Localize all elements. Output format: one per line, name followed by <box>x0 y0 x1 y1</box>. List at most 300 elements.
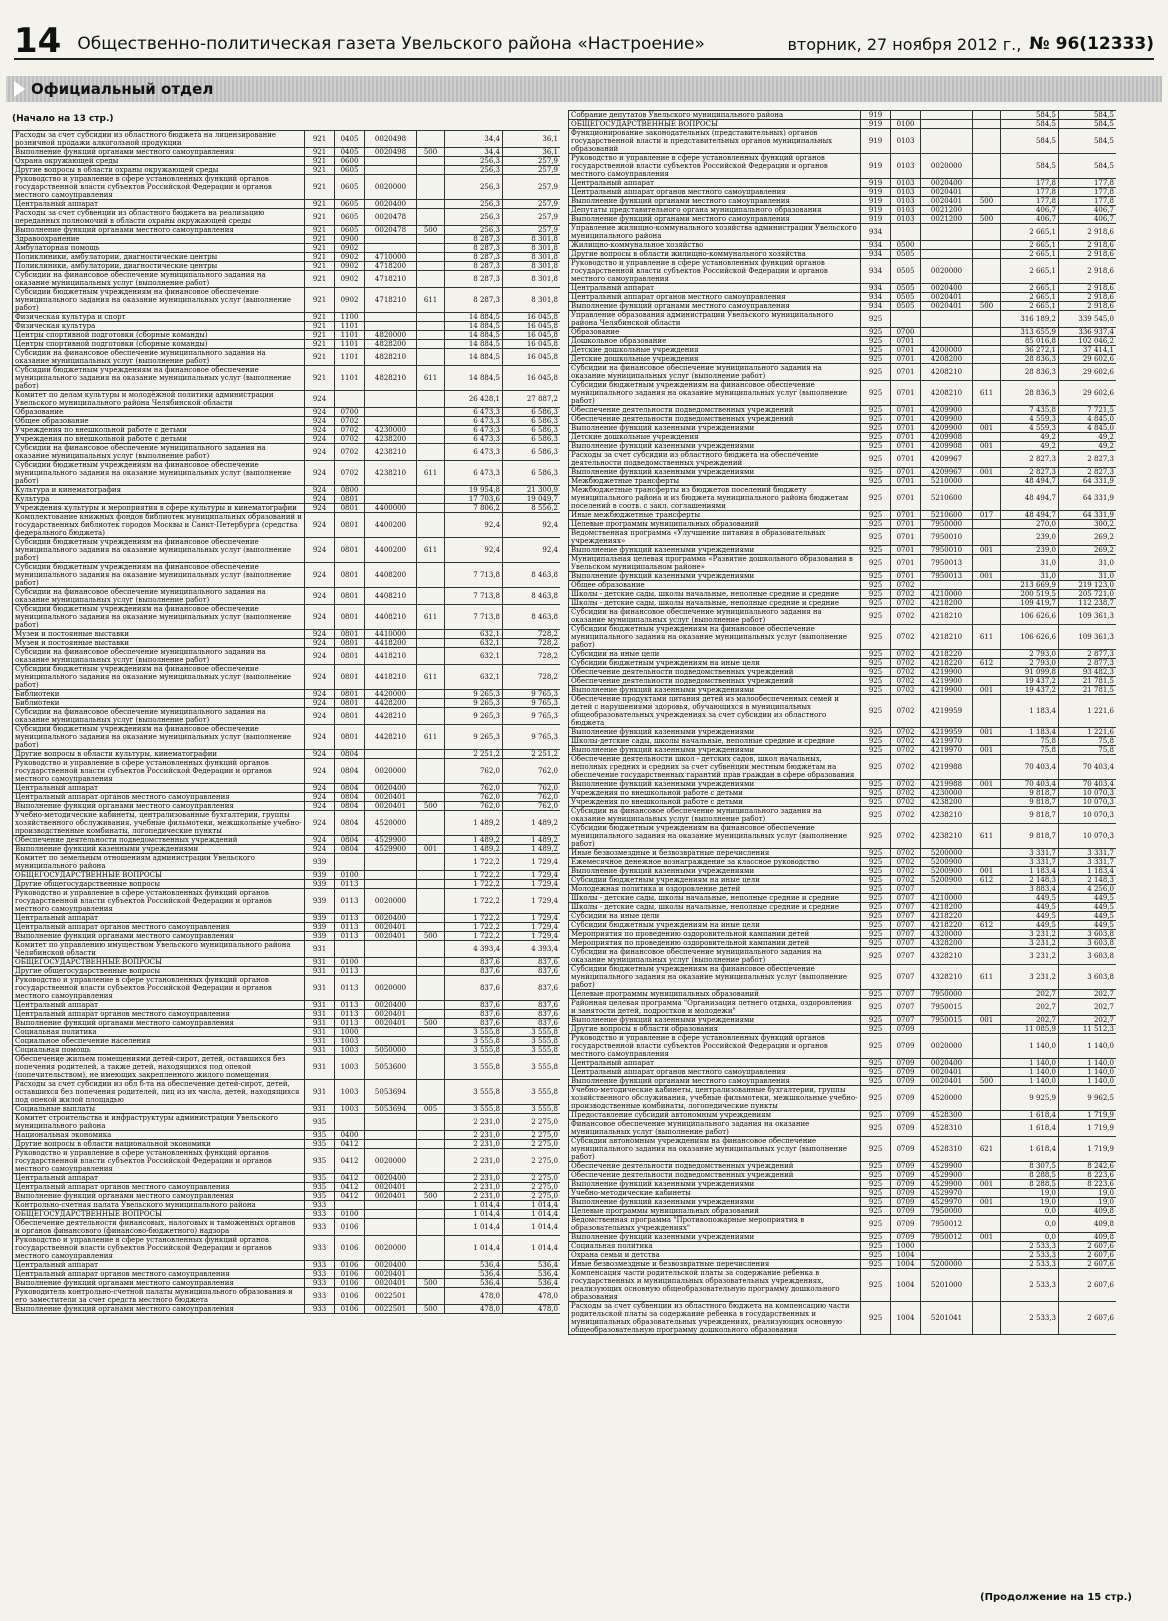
dept-code: 919 <box>861 179 891 188</box>
expense-type <box>973 188 1001 197</box>
amount-2014: 11 512,3 <box>1059 1025 1117 1034</box>
expense-type: 500 <box>417 1192 445 1201</box>
amount-2014: 10 070,3 <box>1059 824 1117 849</box>
expense-type <box>973 798 1001 807</box>
amount-2013: 632,1 <box>445 665 503 690</box>
amount-2014: 19 049,7 <box>503 495 561 504</box>
target-article: 4218210 <box>921 608 973 625</box>
table-row <box>13 1055 561 1080</box>
row-name: Учебно-методические кабинеты <box>569 1189 861 1198</box>
amount-2014: 16 045,8 <box>503 331 561 340</box>
section-code: 0707 <box>891 912 921 921</box>
target-article: 4529900 <box>365 836 417 845</box>
amount-2014: 49,2 <box>1059 433 1117 442</box>
section-code: 1003 <box>335 1046 365 1055</box>
row-name: Физическая культура <box>13 322 305 331</box>
amount-2014: 1 729,4 <box>503 871 561 880</box>
amount-2013: 92,4 <box>445 538 503 563</box>
dept-code: 925 <box>861 755 891 780</box>
amount-2013: 2 533,3 <box>1001 1260 1059 1269</box>
dept-code: 939 <box>305 871 335 880</box>
amount-2013: 36 272,1 <box>1001 346 1059 355</box>
row-name: Другие вопросы в области охраны окружающей среды <box>13 166 305 175</box>
amount-2013: 270,0 <box>1001 520 1059 529</box>
amount-2013: 632,1 <box>445 630 503 639</box>
amount-2013: 632,1 <box>445 648 503 665</box>
dept-code: 925 <box>861 824 891 849</box>
target-article: 4238210 <box>365 444 417 461</box>
amount-2014: 339 545,0 <box>1059 311 1117 328</box>
amount-2013: 584,5 <box>1001 154 1059 179</box>
expense-type <box>417 426 445 435</box>
section-code: 0801 <box>335 665 365 690</box>
expense-type <box>417 1183 445 1192</box>
dept-code: 925 <box>861 477 891 486</box>
target-article: 4820000 <box>365 331 417 340</box>
section-code: 0709 <box>891 1198 921 1207</box>
table-row <box>13 958 561 967</box>
target-article: 4200000 <box>921 346 973 355</box>
row-name: Руководство и управление в сфере установленных функций органов государственной власти субъектов Российской Федерации и органов местного самоуправления <box>13 889 305 914</box>
amount-2014: 93 482,3 <box>1059 668 1117 677</box>
amount-2014: 837,6 <box>503 958 561 967</box>
table-row <box>569 590 1117 599</box>
dept-code: 925 <box>861 346 891 355</box>
section-code: 0709 <box>891 1207 921 1216</box>
table-row <box>569 885 1117 894</box>
dept-code: 933 <box>305 1201 335 1210</box>
dept-code: 919 <box>861 197 891 206</box>
amount-2014: 4 256,0 <box>1059 885 1117 894</box>
amount-2013: 1 489,2 <box>445 836 503 845</box>
section-code: 0701 <box>891 355 921 364</box>
section-code: 0709 <box>891 1086 921 1111</box>
section-code: 0701 <box>891 529 921 546</box>
target-article: 0020401 <box>921 197 973 206</box>
expense-type <box>417 958 445 967</box>
row-name: Учебно-методические кабинеты, централизованные бухгалтерии, группы хозяйственного обслуживания, учебные фильмотеки, межшкольные учебно-производственные комбинаты, логопедические пункты <box>569 1086 861 1111</box>
dept-code: 931 <box>305 958 335 967</box>
amount-2014: 2 148,3 <box>1059 876 1117 885</box>
table-row <box>13 1010 561 1019</box>
section-code: 0106 <box>335 1279 365 1288</box>
target-article: 4418210 <box>365 648 417 665</box>
target-article <box>365 967 417 976</box>
section-code: 0800 <box>335 486 365 495</box>
amount-2014: 36,1 <box>503 148 561 157</box>
amount-2013: 1 140,0 <box>1001 1068 1059 1077</box>
target-article: 0020400 <box>921 284 973 293</box>
amount-2014: 177,8 <box>1059 197 1117 206</box>
section-code: 0702 <box>891 858 921 867</box>
row-name: Амбулаторная помощь <box>13 244 305 253</box>
expense-type <box>973 555 1001 572</box>
dept-code: 924 <box>305 750 335 759</box>
amount-2014: 6 586,3 <box>503 461 561 486</box>
target-article: 4428200 <box>365 699 417 708</box>
budget-table-left <box>12 130 560 1314</box>
target-article <box>921 250 973 259</box>
expense-type <box>973 1302 1001 1335</box>
amount-2013: 19 437,2 <box>1001 677 1059 686</box>
table-row <box>13 1279 561 1288</box>
target-article <box>365 244 417 253</box>
expense-type <box>417 1149 445 1174</box>
target-article: 0020401 <box>365 1183 417 1192</box>
expense-type: 500 <box>417 1019 445 1028</box>
section-code: 0605 <box>335 166 365 175</box>
section-header <box>6 76 1162 102</box>
amount-2014: 9 765,3 <box>503 725 561 750</box>
amount-2013: 256,3 <box>445 226 503 235</box>
dept-code: 924 <box>305 444 335 461</box>
row-name: Субсидии на финансовое обеспечение муниципального задания на оказание муниципальных услуг (выполнение работ) <box>13 271 305 288</box>
amount-2014: 837,6 <box>503 967 561 976</box>
row-name: Учреждения культуры и мероприятия в сфере культуры и кинематографии <box>13 504 305 513</box>
amount-2014: 300,2 <box>1059 520 1117 529</box>
dept-code: 925 <box>861 1251 891 1260</box>
dept-code: 925 <box>861 876 891 885</box>
expense-type <box>417 349 445 366</box>
target-article: 7950013 <box>921 572 973 581</box>
section-code: 0804 <box>335 845 365 854</box>
section-code: 0902 <box>335 288 365 313</box>
amount-2014: 3 603,8 <box>1059 939 1117 948</box>
table-row <box>13 665 561 690</box>
target-article <box>921 224 973 241</box>
target-article: 5200000 <box>921 1260 973 1269</box>
section-code: 0605 <box>335 175 365 200</box>
section-code: 0701 <box>891 337 921 346</box>
row-name: Субсидии бюджетным учреждениям на финансовое обеспечение муниципального задания на оказание муниципальных услуг (выполнение работ) <box>13 461 305 486</box>
section-code: 0702 <box>335 461 365 486</box>
row-name: Субсидии на иные цели <box>569 650 861 659</box>
expense-type: 001 <box>973 746 1001 755</box>
section-code: 0412 <box>335 1149 365 1174</box>
expense-type <box>973 939 1001 948</box>
table-row <box>13 889 561 914</box>
amount-2013: 1 014,4 <box>445 1219 503 1236</box>
row-name: Руководитель контрольно-счетной палаты муниципального образования и его заместители за счет средств местного бюджета <box>13 1288 305 1305</box>
row-name: Социальное обеспечение населения <box>13 1037 305 1046</box>
row-name: Детские дошкольные учреждения <box>569 433 861 442</box>
dept-code: 921 <box>305 166 335 175</box>
amount-2013: 762,0 <box>445 802 503 811</box>
dept-code: 924 <box>305 605 335 630</box>
expense-type <box>973 1242 1001 1251</box>
table-row <box>569 1260 1117 1269</box>
expense-type: 001 <box>973 546 1001 555</box>
amount-2014: 1 729,4 <box>503 889 561 914</box>
expense-type <box>417 1236 445 1261</box>
target-article: 0020401 <box>365 1192 417 1201</box>
dept-code: 925 <box>861 1216 891 1233</box>
row-name: Расходы за счет субсидии из областного бюджета на обеспечение деятельности подведомственных учреждений <box>569 451 861 468</box>
amount-2013: 91 099,8 <box>1001 668 1059 677</box>
amount-2014: 409,8 <box>1059 1233 1117 1242</box>
expense-type <box>417 854 445 871</box>
table-row <box>569 293 1117 302</box>
row-name: Поликлиники, амбулатории, диагностические центры <box>13 262 305 271</box>
dept-code: 935 <box>305 1183 335 1192</box>
section-code: 0702 <box>891 755 921 780</box>
section-code: 0801 <box>335 690 365 699</box>
target-article: 4529900 <box>921 1162 973 1171</box>
section-code: 0605 <box>335 200 365 209</box>
dept-code: 931 <box>305 941 335 958</box>
amount-2014: 8 301,8 <box>503 253 561 262</box>
table-row <box>569 468 1117 477</box>
target-article: 4210000 <box>921 894 973 903</box>
row-name: Субсидии на финансовое обеспечение муниципального задания на оказание муниципальных услуг (выполнение работ) <box>13 708 305 725</box>
expense-type <box>973 328 1001 337</box>
dept-code: 924 <box>305 588 335 605</box>
expense-type: 500 <box>973 302 1001 311</box>
expense-type: 621 <box>973 1137 1001 1162</box>
expense-type <box>973 789 1001 798</box>
row-name: Другие вопросы в области образования <box>569 1025 861 1034</box>
target-article: 7950010 <box>921 546 973 555</box>
amount-2014: 837,6 <box>503 976 561 1001</box>
target-article: 4529900 <box>365 845 417 854</box>
amount-2014: 70 403,4 <box>1059 780 1117 789</box>
dept-code: 931 <box>305 1019 335 1028</box>
row-name: Центральный аппарат <box>13 784 305 793</box>
target-article <box>365 417 417 426</box>
amount-2014: 409,8 <box>1059 1216 1117 1233</box>
amount-2013: 14 884,5 <box>445 322 503 331</box>
dept-code: 921 <box>305 313 335 322</box>
section-code: 0100 <box>335 1210 365 1219</box>
expense-type <box>417 244 445 253</box>
dept-code: 935 <box>305 1192 335 1201</box>
expense-type: 500 <box>417 148 445 157</box>
amount-2013: 0,0 <box>1001 1233 1059 1242</box>
section-code: 0709 <box>891 1025 921 1034</box>
amount-2014: 36,1 <box>503 131 561 148</box>
table-row <box>569 1198 1117 1207</box>
table-row <box>13 648 561 665</box>
row-name: Выполнение функций органами местного самоуправления <box>569 302 861 311</box>
expense-type <box>973 1086 1001 1111</box>
amount-2013: 8 287,3 <box>445 235 503 244</box>
section-code: 0804 <box>335 750 365 759</box>
row-name: Центральный аппарат органов местного самоуправления <box>13 1183 305 1192</box>
amount-2014: 9 765,3 <box>503 699 561 708</box>
expense-type: 001 <box>973 1180 1001 1189</box>
expense-type: 001 <box>973 442 1001 451</box>
amount-2013: 2 231,0 <box>445 1140 503 1149</box>
table-row <box>13 1236 561 1261</box>
table-row <box>569 154 1117 179</box>
target-article: 0020400 <box>921 179 973 188</box>
row-name: Субсидии на финансовое обеспечение муниципального задания на оказание муниципальных услуг (выполнение работ) <box>569 807 861 824</box>
expense-type <box>973 129 1001 154</box>
expense-type <box>973 858 1001 867</box>
amount-2013: 48 494,7 <box>1001 486 1059 511</box>
amount-2013: 7 435,8 <box>1001 406 1059 415</box>
target-article: 4520000 <box>921 1086 973 1111</box>
target-article: 0020401 <box>921 302 973 311</box>
left-column <box>12 130 560 1585</box>
section-code: 0500 <box>891 241 921 250</box>
table-row <box>13 504 561 513</box>
target-article: 4238210 <box>365 461 417 486</box>
amount-2013: 2 533,3 <box>1001 1251 1059 1260</box>
target-article: 0020000 <box>921 1034 973 1059</box>
row-name: Иные межбюджетные трансферты <box>569 511 861 520</box>
amount-2013: 1 722,2 <box>445 923 503 932</box>
table-row <box>13 871 561 880</box>
dept-code: 935 <box>305 1174 335 1183</box>
table-row <box>569 284 1117 293</box>
target-article: 0020401 <box>365 1019 417 1028</box>
expense-type: 001 <box>973 728 1001 737</box>
row-name: Выполнение функций органами местного самоуправления <box>13 1305 305 1314</box>
table-row <box>569 1171 1117 1180</box>
amount-2014: 10 070,3 <box>1059 807 1117 824</box>
amount-2014: 1 719,9 <box>1059 1120 1117 1137</box>
target-article: 0020400 <box>365 1261 417 1270</box>
amount-2013: 2 665,1 <box>1001 302 1059 311</box>
table-row <box>569 1189 1117 1198</box>
amount-2014: 6 586,3 <box>503 417 561 426</box>
expense-type <box>417 166 445 175</box>
amount-2014: 409,8 <box>1059 1207 1117 1216</box>
amount-2013: 1 140,0 <box>1001 1077 1059 1086</box>
amount-2014: 109 361,3 <box>1059 608 1117 625</box>
dept-code: 919 <box>861 188 891 197</box>
expense-type: 611 <box>417 605 445 630</box>
section-code: 0707 <box>891 948 921 965</box>
amount-2014: 8 301,8 <box>503 244 561 253</box>
continued-to-note: (Продолжение на 15 стр.) <box>980 1592 1132 1603</box>
row-name: Выполнение функций органами местного самоуправления <box>569 215 861 224</box>
amount-2014: 3 603,8 <box>1059 930 1117 939</box>
target-article: 4328210 <box>921 965 973 990</box>
target-article <box>921 311 973 328</box>
amount-2013: 256,3 <box>445 166 503 175</box>
table-row <box>569 546 1117 555</box>
expense-type: 611 <box>417 288 445 313</box>
amount-2014: 64 331,9 <box>1059 477 1117 486</box>
expense-type <box>973 1162 1001 1171</box>
expense-type <box>417 1261 445 1270</box>
amount-2014: 728,2 <box>503 648 561 665</box>
amount-2013: 449,5 <box>1001 894 1059 903</box>
target-article <box>921 129 973 154</box>
amount-2014: 406,7 <box>1059 215 1117 224</box>
expense-type <box>973 807 1001 824</box>
expense-type <box>417 1140 445 1149</box>
amount-2014: 1 014,4 <box>503 1210 561 1219</box>
expense-type: 001 <box>417 845 445 854</box>
amount-2013: 48 494,7 <box>1001 477 1059 486</box>
expense-type: 001 <box>973 468 1001 477</box>
table-row <box>569 415 1117 424</box>
row-name: Центральный аппарат <box>13 1261 305 1270</box>
section-code: 0709 <box>891 1068 921 1077</box>
amount-2014: 19,0 <box>1059 1198 1117 1207</box>
expense-type <box>417 1037 445 1046</box>
amount-2014: 1 140,0 <box>1059 1034 1117 1059</box>
table-row <box>13 288 561 313</box>
table-row <box>569 1251 1117 1260</box>
amount-2013: 1 489,2 <box>445 811 503 836</box>
amount-2013: 3 231,2 <box>1001 939 1059 948</box>
table-row <box>569 894 1117 903</box>
table-row <box>569 939 1117 948</box>
dept-code: 925 <box>861 789 891 798</box>
amount-2014: 6 586,3 <box>503 408 561 417</box>
target-article: 0020401 <box>365 802 417 811</box>
section-code: 0702 <box>891 599 921 608</box>
target-article <box>365 313 417 322</box>
amount-2013: 9 265,3 <box>445 690 503 699</box>
amount-2013: 837,6 <box>445 958 503 967</box>
section-code: 0605 <box>335 226 365 235</box>
expense-type <box>417 1080 445 1105</box>
amount-2014: 536,4 <box>503 1279 561 1288</box>
dept-code: 925 <box>861 858 891 867</box>
dept-code: 924 <box>305 811 335 836</box>
dept-code: 925 <box>861 1233 891 1242</box>
dept-code: 933 <box>305 1279 335 1288</box>
section-code: 0702 <box>891 746 921 755</box>
expense-type <box>973 1216 1001 1233</box>
row-name: Центральный аппарат <box>13 914 305 923</box>
table-row <box>13 322 561 331</box>
target-article: 4520000 <box>365 811 417 836</box>
section-code: 0702 <box>891 590 921 599</box>
amount-2014: 2 918,6 <box>1059 293 1117 302</box>
dept-code: 925 <box>861 1171 891 1180</box>
amount-2014: 1 014,4 <box>503 1219 561 1236</box>
amount-2014: 584,5 <box>1059 154 1117 179</box>
section-code: 0702 <box>891 798 921 807</box>
table-row <box>569 789 1117 798</box>
row-name: Детские дошкольные учреждения <box>569 346 861 355</box>
section-code: 0707 <box>891 999 921 1016</box>
dept-code: 921 <box>305 226 335 235</box>
amount-2013: 2 231,0 <box>445 1131 503 1140</box>
section-code: 0801 <box>335 605 365 630</box>
table-row <box>13 793 561 802</box>
row-name: Социальные выплаты <box>13 1105 305 1114</box>
target-article <box>365 1219 417 1236</box>
target-article: 4209900 <box>921 424 973 433</box>
target-article: 0020401 <box>365 1270 417 1279</box>
dept-code: 933 <box>305 1305 335 1314</box>
table-row <box>569 1077 1117 1086</box>
target-article <box>921 1251 973 1260</box>
expense-type <box>973 1120 1001 1137</box>
row-name: Расходы за счет субвенции из областного бюджета на компенсацию части родительской платы за содержание ребенка в государственных и муниципальных образовательных учреждениях, реализующих основную общеобразовательную программу дошкольного образования <box>569 1302 861 1335</box>
section-code: 1003 <box>335 1080 365 1105</box>
target-article <box>921 328 973 337</box>
row-name: Субсидии на финансовое обеспечение муниципального задания на оказание муниципальных услуг (выполнение работ) <box>569 608 861 625</box>
amount-2013: 8 287,3 <box>445 262 503 271</box>
row-name: Субсидии на финансовое обеспечение муниципального задания на оказание муниципальных услуг (выполнение работ) <box>13 444 305 461</box>
target-article: 4219988 <box>921 755 973 780</box>
target-article <box>921 111 973 120</box>
table-row <box>13 725 561 750</box>
table-row <box>13 461 561 486</box>
table-row <box>569 1025 1117 1034</box>
amount-2013: 1 014,4 <box>445 1236 503 1261</box>
dept-code: 925 <box>861 599 891 608</box>
row-name: Комплектование книжных фондов библиотек муниципальных образований и государственных библиотек городов Москвы и Санкт-Петербурга (средства федерального бюджета) <box>13 513 305 538</box>
